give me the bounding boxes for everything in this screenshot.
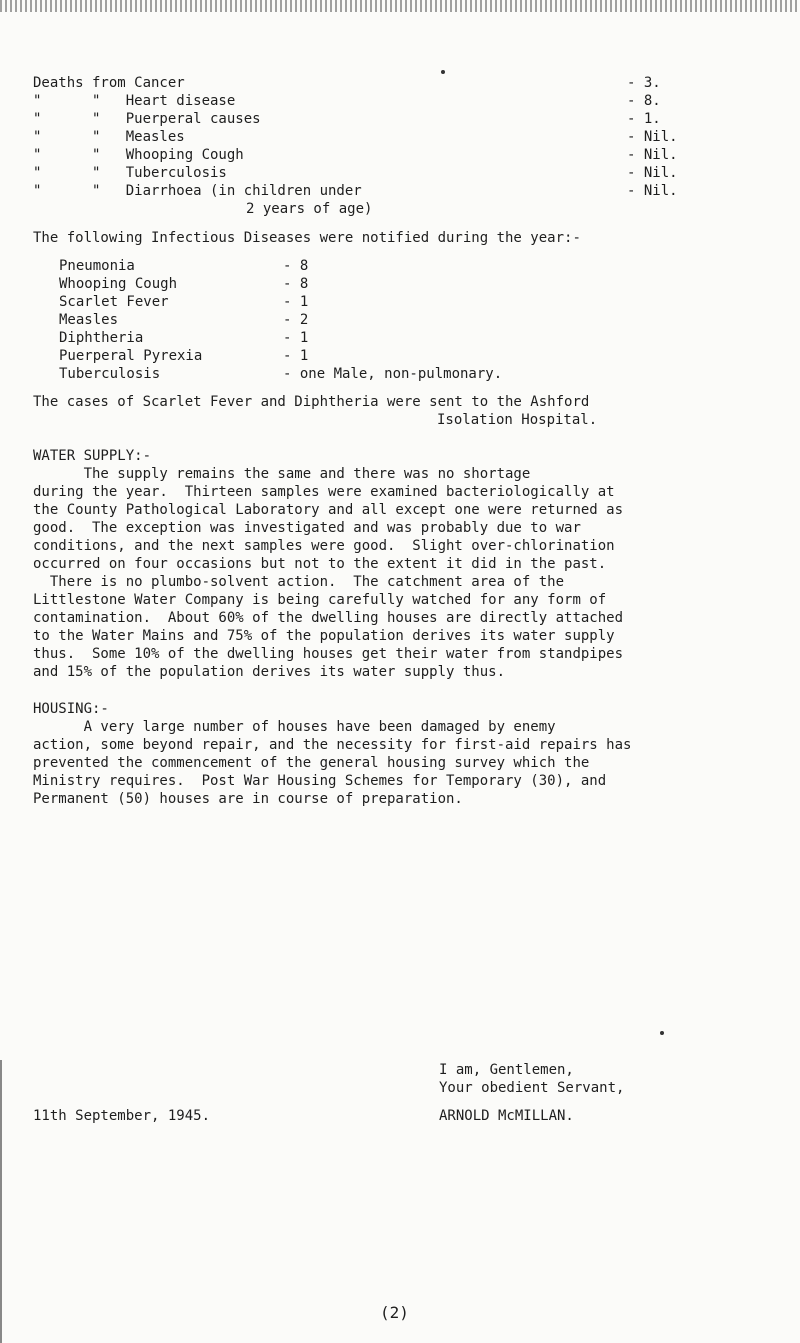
signature: ARNOLD McMILLAN. — [439, 1108, 574, 1124]
page-edge-shadow — [0, 1060, 2, 1343]
scarlet-fever-note-cont: Isolation Hospital. — [437, 412, 598, 428]
closing-salutation: I am, Gentlemen, — [439, 1062, 574, 1078]
water-line: conditions, and the next samples were good. Slight over-chlorination — [33, 538, 615, 554]
death-cause-label: " " Diarrhoea (in children under — [33, 183, 362, 199]
disease-name: Scarlet Fever — [59, 294, 169, 310]
disease-name: Pneumonia — [59, 258, 135, 274]
water-line: There is no plumbo-solvent action. The catchment area of the — [33, 574, 565, 590]
disease-name: Tuberculosis — [59, 366, 161, 382]
death-cause-label: " " Tuberculosis — [33, 165, 227, 181]
death-count: - Nil. — [627, 147, 678, 163]
housing-line: action, some beyond repair, and the necessity for first-aid repairs has — [33, 737, 632, 753]
disease-count: - one Male, non-pulmonary. — [283, 366, 503, 382]
water-line: occurred on four occasions but not to the extent it did in the past. — [33, 556, 607, 572]
scarlet-fever-note: The cases of Scarlet Fever and Diphtheria were sent to the Ashford — [33, 394, 590, 410]
disease-name: Diphtheria — [59, 330, 144, 346]
disease-count: - 8 — [283, 276, 309, 292]
death-count: - 8. — [627, 93, 661, 109]
death-count: - 1. — [627, 111, 661, 127]
housing-line: Permanent (50) houses are in course of preparation. — [33, 791, 463, 807]
water-line: the County Pathological Laboratory and all except one were returned as — [33, 502, 624, 518]
water-line: thus. Some 10% of the dwelling houses get their water from standpipes — [33, 646, 624, 662]
closing-servant: Your obedient Servant, — [439, 1080, 625, 1096]
death-cause-label: " " Puerperal causes — [33, 111, 261, 127]
letter-date: 11th September, 1945. — [33, 1108, 211, 1124]
water-supply-heading: WATER SUPPLY:- — [33, 448, 152, 464]
water-line: contamination. About 60% of the dwelling houses are directly attached — [33, 610, 624, 626]
housing-line: prevented the commencement of the general housing survey which the — [33, 755, 590, 771]
page-number: (2) — [380, 1303, 409, 1322]
water-line: to the Water Mains and 75% of the population derives its water supply — [33, 628, 615, 644]
infectious-intro: The following Infectious Diseases were notified during the year:- — [33, 230, 581, 246]
death-cause-label: " " Whooping Cough — [33, 147, 244, 163]
water-line: good. The exception was investigated and was probably due to war — [33, 520, 581, 536]
disease-count: - 8 — [283, 258, 309, 274]
housing-line: A very large number of houses have been damaged by enemy — [33, 719, 556, 735]
housing-line: Ministry requires. Post War Housing Schemes for Temporary (30), and — [33, 773, 607, 789]
death-count: - Nil. — [627, 165, 678, 181]
disease-count: - 1 — [283, 294, 309, 310]
water-line: The supply remains the same and there was no shortage — [33, 466, 531, 482]
death-count: - 3. — [627, 75, 661, 91]
death-count: - Nil. — [627, 183, 678, 199]
disease-count: - 1 — [283, 348, 309, 364]
death-cause-label: " " Measles — [33, 129, 185, 145]
top-edge-marks — [0, 0, 800, 12]
housing-heading: HOUSING:- — [33, 701, 109, 717]
death-cause-label: " " Heart disease — [33, 93, 236, 109]
disease-count: - 2 — [283, 312, 309, 328]
water-line: during the year. Thirteen samples were examined bacteriologically at — [33, 484, 615, 500]
death-count: - Nil. — [627, 129, 678, 145]
disease-name: Puerperal Pyrexia — [59, 348, 203, 364]
disease-count: - 1 — [283, 330, 309, 346]
disease-name: Whooping Cough — [59, 276, 178, 292]
water-line: and 15% of the population derives its water supply thus. — [33, 664, 506, 680]
disease-name: Measles — [59, 312, 119, 328]
ink-dot — [441, 70, 445, 74]
death-note: 2 years of age) — [246, 201, 373, 217]
ink-dot — [660, 1031, 664, 1035]
water-line: Littlestone Water Company is being carefully watched for any form of — [33, 592, 607, 608]
death-cause-label: Deaths from Cancer — [33, 75, 185, 91]
